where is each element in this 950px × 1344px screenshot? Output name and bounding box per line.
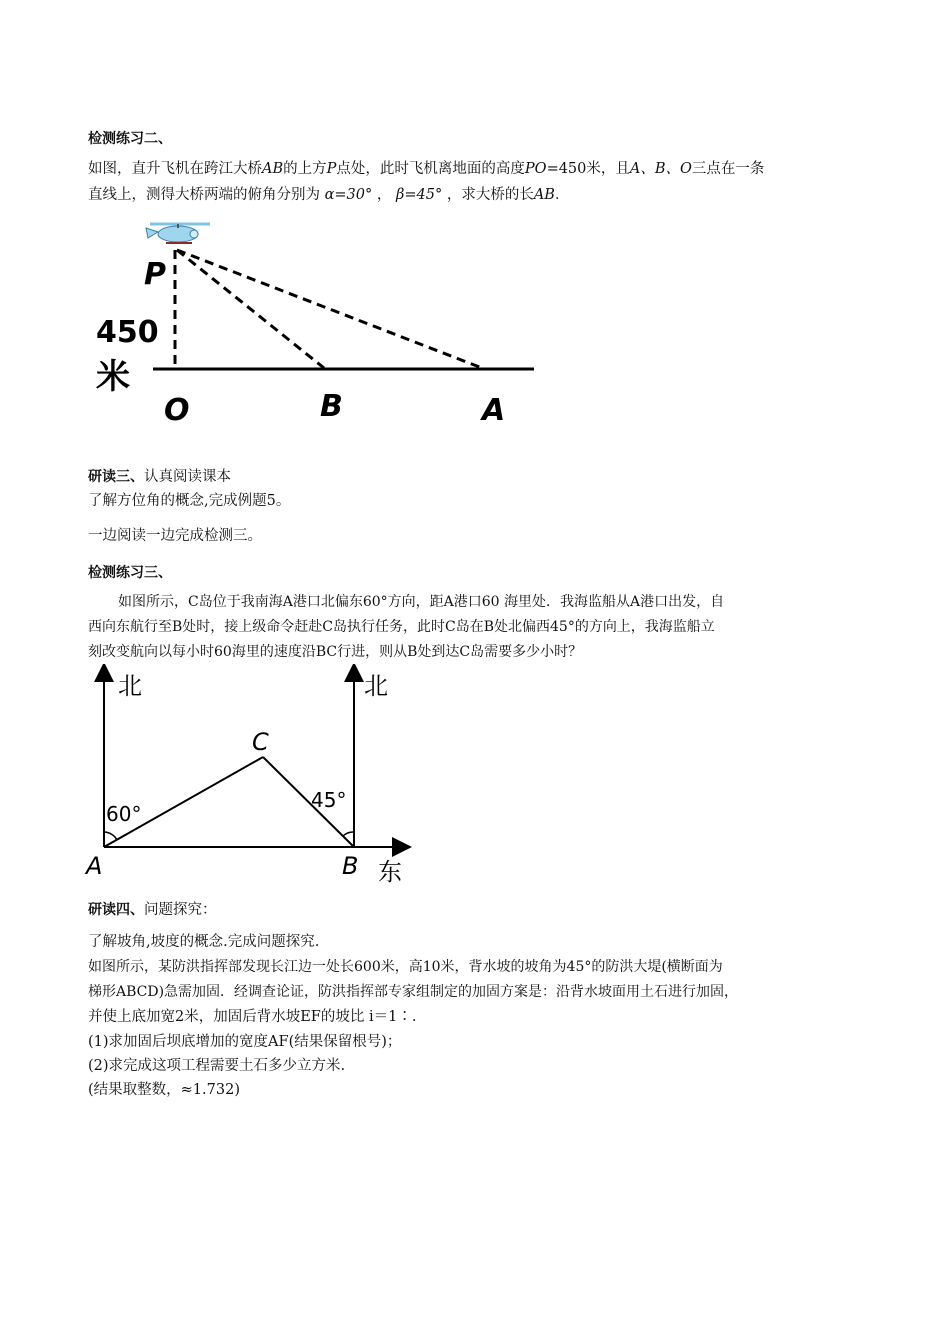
section4-line2: 如图所示，某防洪指挥部发现长江边一处长600米，高10米，背水坡的坡角为45°的防洪大堤(横断面为 xyxy=(88,959,723,975)
section4-heading: 研读四、问题探究： xyxy=(88,902,217,918)
section4-question2: (2)求完成这项工程需要土石多少立方米. xyxy=(88,1058,346,1074)
east-label: 东 xyxy=(378,858,402,886)
section4-note: (结果取整数，≈1.732) xyxy=(88,1082,240,1098)
section4-question1: (1)求加固后坝底增加的宽度AF(结果保留根号)； xyxy=(88,1034,402,1050)
sight-line-pb xyxy=(177,250,324,368)
north-label-right: 北 xyxy=(364,672,388,700)
section2-problem-line1: 如图，直升飞机在跨江大桥AB的上方P点处，此时飞机离地面的高度PO=450米，且A、B、O三点在一条 xyxy=(88,161,765,177)
label-a: A xyxy=(86,852,103,880)
helicopter-bridge-figure xyxy=(90,212,550,432)
angle-label-45: 45° xyxy=(311,788,347,812)
bearing-figure xyxy=(84,664,414,890)
label-height-unit: 米 xyxy=(96,357,130,397)
section3-exercise-heading: 检测练习三、 xyxy=(88,565,172,581)
label-b: B xyxy=(320,389,343,424)
section3-exercise-line1: 如图所示，C岛位于我南海A港口北偏东60°方向，距A港口60 海里处．我海监船从A港口出发，自 xyxy=(118,594,725,610)
label-p: P xyxy=(144,257,166,292)
section4-line3: 梯形ABCD)急需加固．经调查论证，防洪指挥部专家组制定的加固方案是：沿背水坡面用土石进行加固， xyxy=(88,984,739,1000)
helicopter-icon xyxy=(146,224,210,243)
section4-line4: 并使上底加宽2米，加固后背水坡EF的坡比 i＝1∶. xyxy=(88,1009,417,1025)
label-c: C xyxy=(252,728,269,756)
label-a: A xyxy=(482,393,506,428)
section3-heading: 研读三、认真阅读课本 xyxy=(88,469,231,485)
angle-label-60: 60° xyxy=(106,802,142,826)
section3-line1: 了解方位角的概念,完成例题5。 xyxy=(88,493,291,509)
angle-arc-b xyxy=(343,832,354,836)
label-height-number: 450 xyxy=(96,315,159,350)
section3-line2: 一边阅读一边完成检测三。 xyxy=(88,528,262,544)
section2-heading: 检测练习二、 xyxy=(88,131,172,147)
label-o: O xyxy=(164,393,190,428)
section3-exercise-line3: 刻改变航向以每小时60海里的速度沿BC行进，则从B处到达C岛需要多少小时？ xyxy=(88,644,583,660)
section4-line1: 了解坡角,坡度的概念.完成问题探究. xyxy=(88,934,320,950)
section3-exercise-line2: 西向东航行至B处时，接上级命令赶赴C岛执行任务，此时C岛在B处北偏西45°的方向上，我海监船立 xyxy=(88,619,715,635)
angle-arc-a xyxy=(104,832,117,840)
sight-line-pa xyxy=(177,250,482,368)
label-b: B xyxy=(342,852,359,880)
section2-problem-line2: 直线上，测得大桥两端的俯角分别为 α=30° ， β=45° ，求大桥的长AB． xyxy=(88,187,570,203)
north-label-left: 北 xyxy=(118,672,142,700)
